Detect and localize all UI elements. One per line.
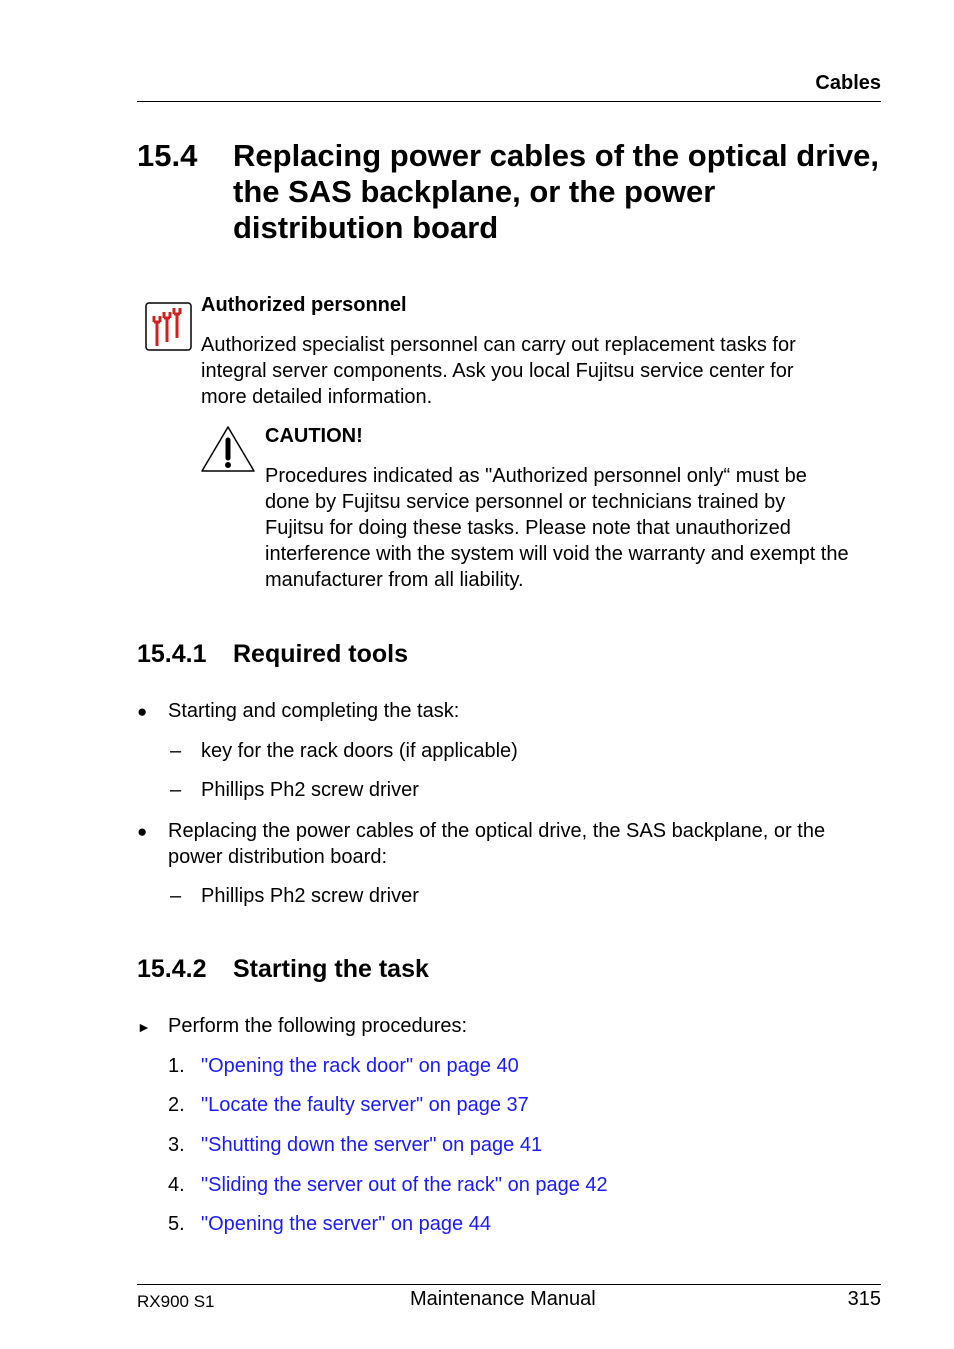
footer-manual-title: Maintenance Manual: [410, 1288, 596, 1310]
triangle-bullet-icon: ►: [137, 1019, 151, 1035]
instruction-text: Perform the following procedures:: [168, 1015, 468, 1037]
footer-rule: [137, 1284, 881, 1285]
warning-icon: [199, 424, 257, 474]
step-link[interactable]: "Opening the rack door" on page 40: [201, 1055, 519, 1077]
tool-item: Phillips Ph2 screw driver: [201, 779, 419, 801]
step-number: 3.: [168, 1134, 185, 1156]
section-title: [233, 138, 893, 246]
authorized-label: Authorized personnel: [201, 294, 407, 316]
step-link[interactable]: "Opening the server" on page 44: [201, 1213, 491, 1235]
subsection-title: Starting the task: [233, 955, 429, 983]
subsection-number: 15.4.1: [137, 640, 207, 668]
dash-marker: –: [170, 740, 182, 762]
caution-line: interference with the system will void the warranty and exempt the: [265, 543, 849, 565]
caution-text: [265, 463, 890, 593]
caution-line: Fujitsu for doing these tasks. Please note that unauthorized: [265, 517, 791, 539]
bullet-icon: ●: [137, 702, 148, 721]
dash-marker: –: [170, 885, 182, 907]
step-link[interactable]: "Locate the faulty server" on page 37: [201, 1094, 529, 1116]
caution-line: Procedures indicated as "Authorized personnel only“ must be: [265, 465, 807, 487]
section-title-line: distribution board: [233, 210, 499, 245]
running-header: Cables: [815, 72, 881, 94]
caution-label: CAUTION!: [265, 425, 363, 447]
bullet-text: Starting and completing the task:: [168, 700, 460, 722]
step-number: 2.: [168, 1094, 185, 1116]
authorized-line: more detailed information.: [201, 386, 433, 408]
bullet-line: power distribution board:: [168, 846, 388, 868]
step-number: 1.: [168, 1055, 185, 1077]
footer-model: RX900 S1: [137, 1292, 215, 1311]
step-link[interactable]: "Shutting down the server" on page 41: [201, 1134, 543, 1156]
caution-line: manufacturer from all liability.: [265, 569, 524, 591]
section-title-line: the SAS backplane, or the power: [233, 174, 716, 209]
authorized-line: Authorized specialist personnel can carry out replacement tasks for: [201, 334, 796, 356]
subsection-title: Required tools: [233, 640, 409, 668]
section-number: 15.4: [137, 138, 198, 173]
bullet-text: [168, 818, 888, 870]
tool-item: key for the rack doors (if applicable): [201, 740, 518, 762]
bullet-icon: ●: [137, 822, 148, 841]
page-number: 315: [847, 1288, 881, 1310]
header-rule: [137, 101, 881, 102]
dash-marker: –: [170, 779, 182, 801]
step-number: 4.: [168, 1174, 185, 1196]
section-title-line: Replacing power cables of the optical drive,: [233, 138, 879, 173]
step-link[interactable]: "Sliding the server out of the rack" on page 42: [201, 1174, 608, 1196]
caution-line: done by Fujitsu service personnel or technicians trained by: [265, 491, 786, 513]
bullet-line: Replacing the power cables of the optical drive, the SAS backplane, or the: [168, 820, 826, 842]
tools-icon: [145, 302, 192, 351]
authorized-line: integral server components. Ask you local Fujitsu service center for: [201, 360, 794, 382]
tool-item: Phillips Ph2 screw driver: [201, 885, 419, 907]
step-number: 5.: [168, 1213, 185, 1235]
authorized-text: [201, 332, 891, 410]
subsection-number: 15.4.2: [137, 955, 207, 983]
